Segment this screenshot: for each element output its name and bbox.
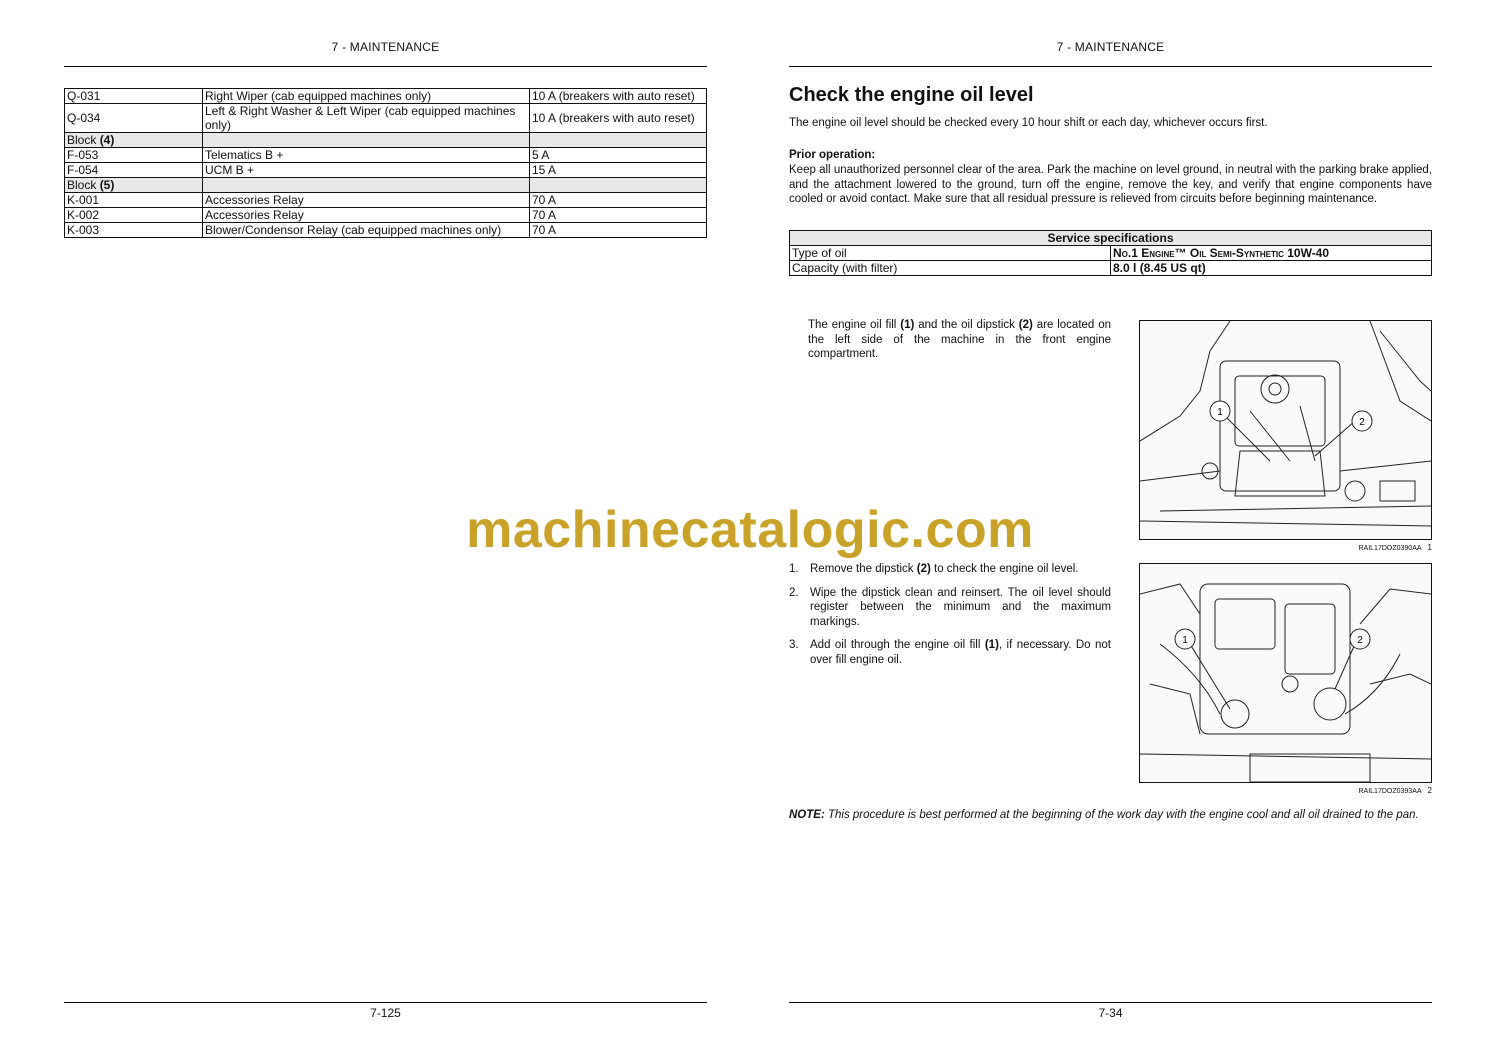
header-rule [789, 66, 1432, 67]
table-row [65, 148, 707, 163]
block-row [65, 178, 707, 193]
prior-operation-label: Prior operation: [789, 149, 876, 161]
fuse-description: Right Wiper (cab equipped machines only) [203, 89, 530, 104]
spec-value: 8.0 l (8.45 US qt) [1111, 261, 1432, 276]
footer-rule [789, 1002, 1432, 1003]
relay-description: Blower/Condensor Relay (cab equipped machines only) [203, 223, 530, 238]
callout-number: 2 [1357, 635, 1363, 646]
watermark: machinecatalogic.com [466, 501, 1034, 559]
section-title: Check the engine oil level [789, 84, 1034, 106]
page-number: 7-125 [370, 1006, 401, 1020]
relay-id: K-003 [65, 223, 203, 238]
callout-number: 1 [1217, 407, 1223, 418]
header-rule [64, 66, 707, 67]
callout-number: 2 [1359, 417, 1365, 428]
figure-caption: RAIL17DOZ0393AA 2 [1358, 786, 1432, 795]
prior-operation-text: Keep all unauthorized personnel clear of the area. Park the machine on level ground, in neutral with the parking brake applied, and the attachment lowered to the ground, turn off the engine, remove the key, and verify that engine components have cooled or avoid contact. Make sure that all residual pressure is relieved from circuits before beginning maintenance. [789, 164, 1432, 205]
figure-caption: RAIL17DOZ0390AA 1 [1358, 543, 1432, 552]
fuse-relay-table [64, 88, 707, 238]
table-row [65, 104, 707, 133]
block-label: Block (4) [65, 133, 203, 148]
note-paragraph: NOTE: This procedure is best performed at the beginning of the work day with the engine cool and all oil drained to the pan. [789, 809, 1419, 821]
running-head: 7 - MAINTENANCE [1056, 40, 1165, 54]
list-item: 1. Remove the dipstick (2) to check the engine oil level. [789, 563, 1079, 575]
list-item: 3. Add oil through the engine oil fill (1), if necessary. Do not over fill engine oil. [789, 639, 1111, 666]
procedure-steps [789, 562, 1111, 676]
table-row [65, 89, 707, 104]
service-specifications-table [789, 230, 1432, 276]
fuse-rating: 10 A (breakers with auto reset) [530, 104, 707, 133]
table-row [65, 163, 707, 178]
relay-id: K-001 [65, 193, 203, 208]
engine-line-drawing [1140, 564, 1431, 782]
intro-paragraph: The engine oil level should be checked every 10 hour shift or each day, whichever occurs first. [789, 117, 1268, 129]
table-header: Service specifications [790, 231, 1432, 246]
relay-description: Accessories Relay [203, 208, 530, 223]
fuse-id: F-053 [65, 148, 203, 163]
table-row [790, 246, 1432, 261]
relay-rating: 70 A [530, 208, 707, 223]
fuse-description: Left & Right Washer & Left Wiper (cab equipped machines only) [203, 104, 530, 133]
spec-key: Type of oil [790, 246, 1111, 261]
relay-id: K-002 [65, 208, 203, 223]
block-label: Block (5) [65, 178, 203, 193]
fuse-id: F-054 [65, 163, 203, 178]
table-header-row [790, 231, 1432, 246]
fuse-id: Q-034 [65, 104, 203, 133]
page-number: 7-34 [1098, 1006, 1123, 1020]
fuse-rating: 10 A (breakers with auto reset) [530, 89, 707, 104]
relay-rating: 70 A [530, 193, 707, 208]
location-paragraph: The engine oil fill (1) and the oil dipstick (2) are located on the left side of the machine in the front engine compartment. [808, 319, 1111, 360]
fuse-id: Q-031 [65, 89, 203, 104]
fuse-rating: 5 A [530, 148, 707, 163]
block-row [65, 133, 707, 148]
table-row [65, 193, 707, 208]
fuse-description: UCM B + [203, 163, 530, 178]
running-head: 7 - MAINTENANCE [331, 40, 440, 54]
table-row [65, 208, 707, 223]
relay-description: Accessories Relay [203, 193, 530, 208]
fuse-rating: 15 A [530, 163, 707, 178]
spec-key: Capacity (with filter) [790, 261, 1111, 276]
table-row [790, 261, 1432, 276]
table-row [65, 223, 707, 238]
spec-value: No.1 Engine™ Oil Semi-Synthetic 10W-40 [1111, 246, 1432, 261]
callout-number: 1 [1182, 635, 1188, 646]
footer-rule [64, 1002, 707, 1003]
list-item: 2. Wipe the dipstick clean and reinsert. The oil level should register between the minimum and the maximum markings. [789, 586, 1111, 628]
fuse-description: Telematics B + [203, 148, 530, 163]
engine-compartment-figure-2 [1139, 563, 1432, 783]
relay-rating: 70 A [530, 223, 707, 238]
